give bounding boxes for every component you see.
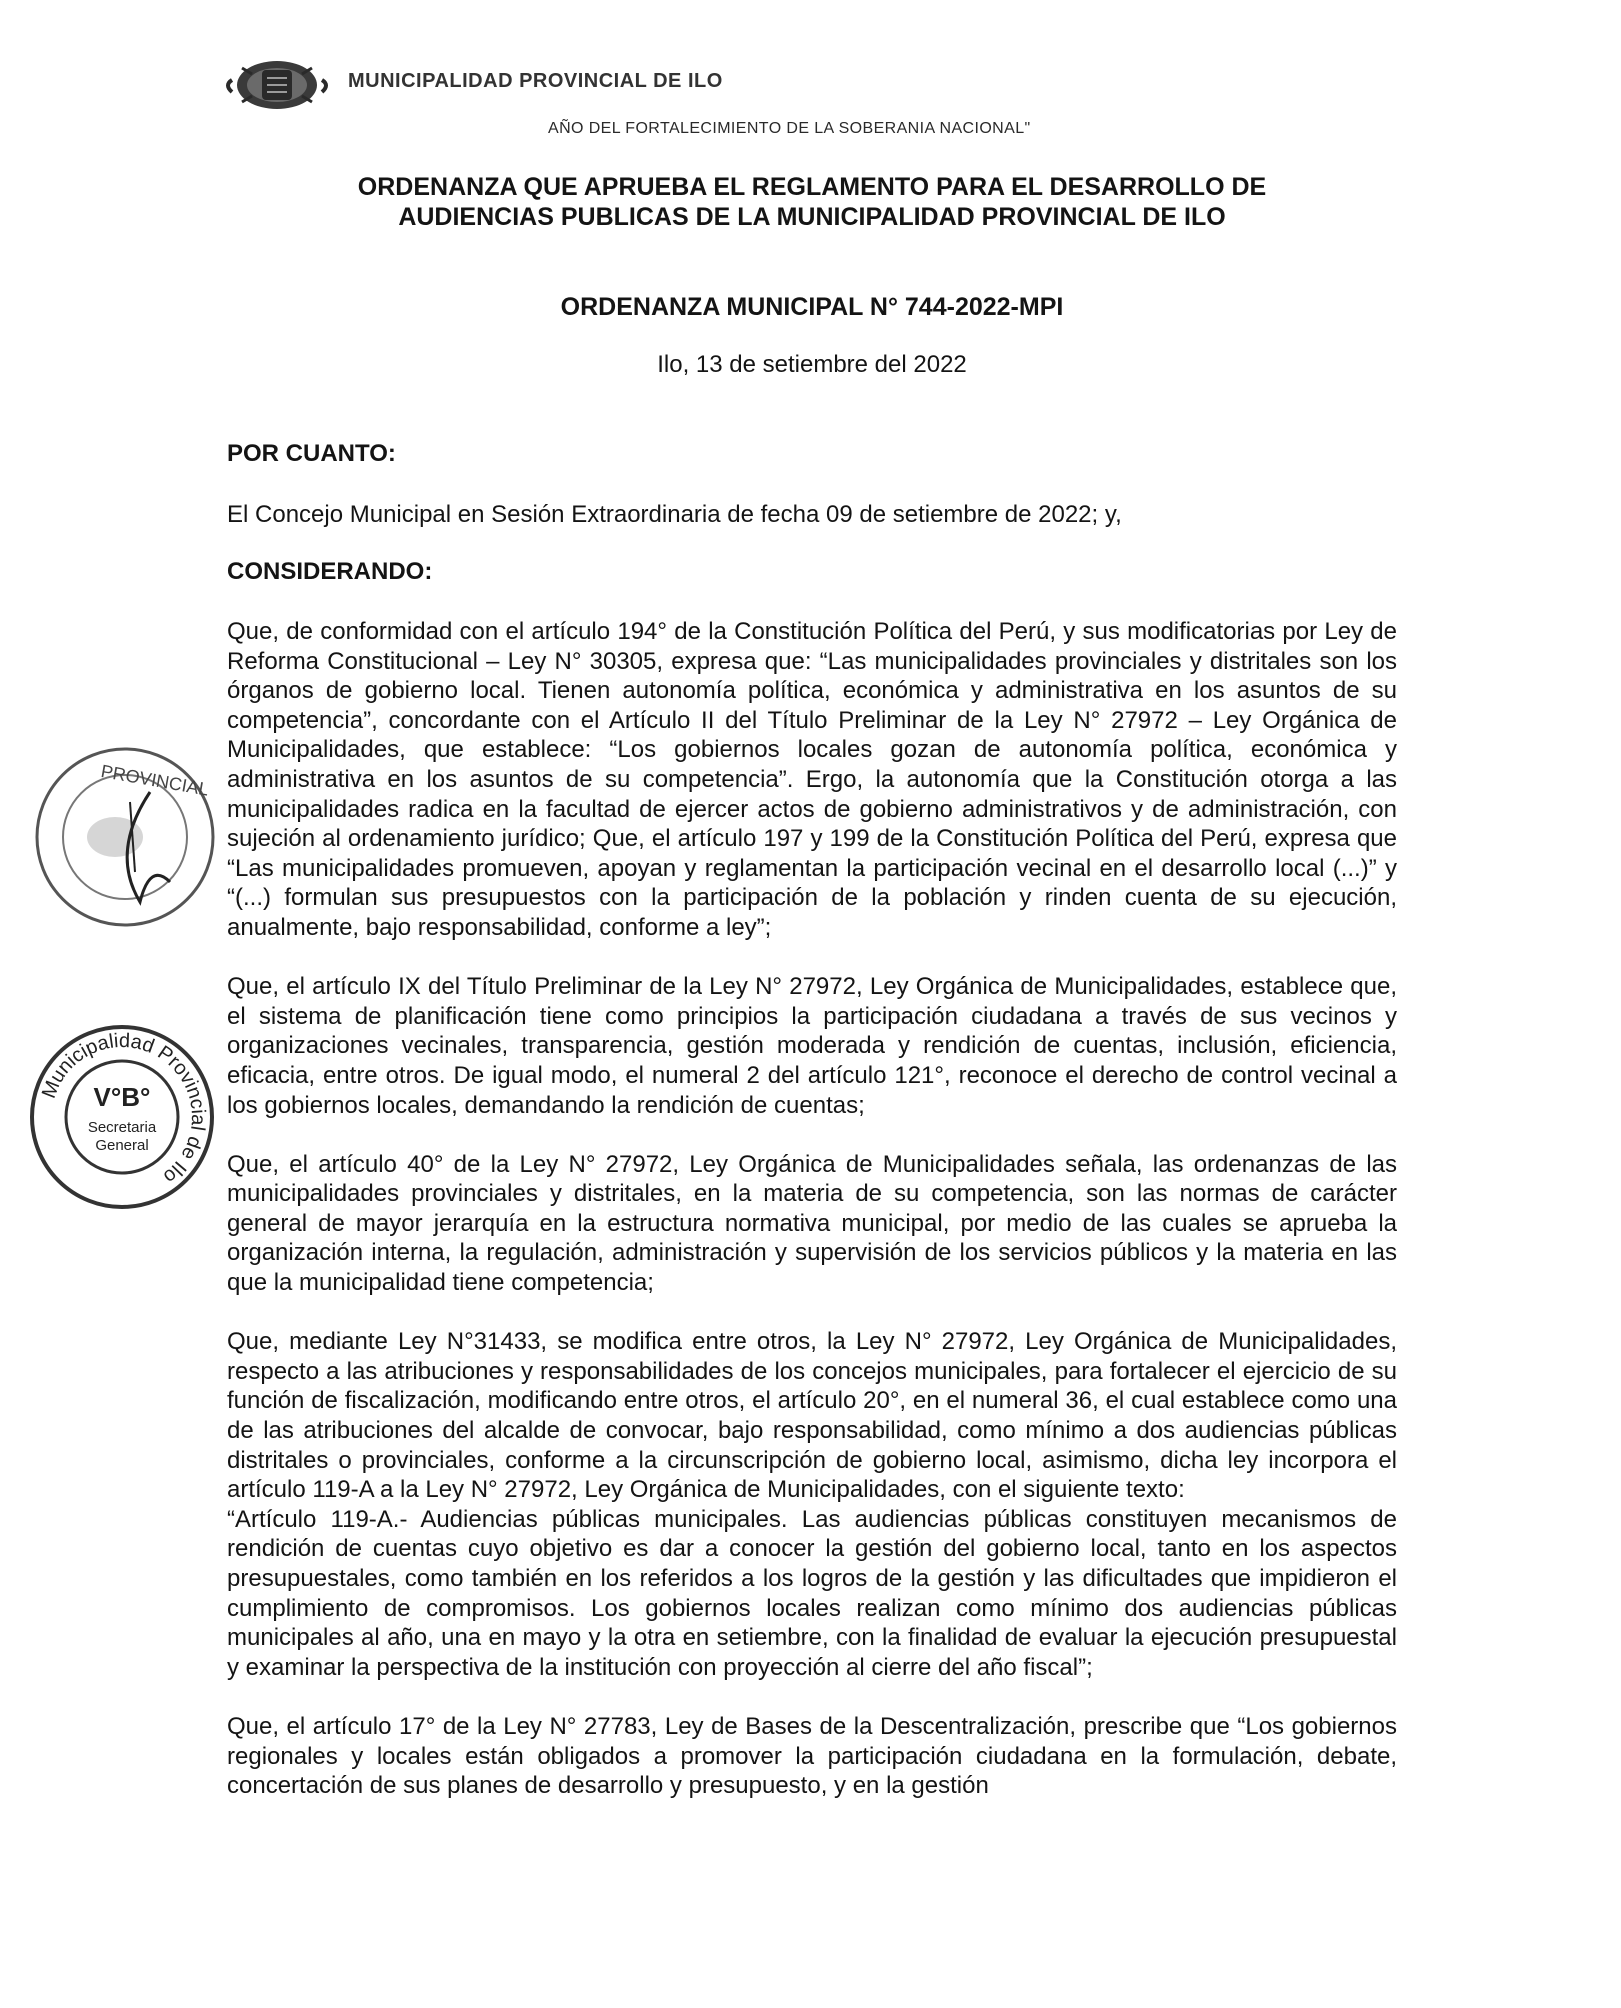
quoted-article: “Artículo 119-A.- Audiencias públicas municipales. Las audiencias públicas constituyen mecanismos de rendición de cuentas cuyo objetivo es dar a conocer la gestión del gobierno local, tanto en los aspectos presupuestales, como también en los referidos a los logros de la gestión y las dificultades que impidieron el cumplimiento de compromisos. Los gobiernos locales realizan como mínimo dos audiencias públicas municipales al año, una en mayo y la otra en setiembre, con la finalidad de evaluar la ejecución presupuestal y examinar la perspectiva de la institución con proyección al cierre del año fiscal”; <box>227 1505 1397 1681</box>
ordinance-number: ORDENANZA MUNICIPAL N° 744-2022-MPI <box>560 293 1064 321</box>
paragraph: Que, el artículo 40° de la Ley N° 27972, Ley Orgánica de Municipalidades señala, las ordenanzas de las municipalidades provinciales y distritales, en la materia de su competencia, son las normas de carácter general de mayor jerarquía en la estructura normativa municipal, por medio de las cuales se aprueba la organización interna, la regulación, administración y supervisión de los servicios públicos y la materia en las que la municipalidad tiene competencia; <box>227 1150 1397 1297</box>
paragraph: Que, el artículo IX del Título Preliminar de la Ley N° 27972, Ley Orgánica de Municipalidades, establece que, el sistema de planificación tiene como principios la participación ciudadana a través de sus vecinos y organizaciones vecinales, transparencia, gestión moderada y rendición de cuentas, inclusión, eficiencia, eficacia, entre otros. De igual modo, el numeral 2 del artículo 121°, reconoce el derecho de control vecinal a los gobiernos locales, demandando la rendición de cuentas; <box>227 973 1397 1119</box>
stamp-ring-text: Municipalidad Provincial de Ilo <box>37 1029 210 1188</box>
year-motto: AÑO DEL FORTALECIMIENTO DE LA SOBERANIA NACIONAL" <box>548 120 1031 137</box>
stamp-line-1: Secretaria <box>87 1119 157 1136</box>
por-cuanto-heading: POR CUANTO: <box>227 440 396 467</box>
municipal-seal-stamp <box>30 742 220 932</box>
municipality-name: MUNICIPALIDAD PROVINCIAL DE ILO <box>348 70 723 92</box>
seal-text: PROVINCIAL <box>99 761 211 800</box>
intro-paragraph <box>227 500 1397 530</box>
paragraph: Que, mediante Ley N°31433, se modifica entre otros, la Ley N° 27972, Ley Orgánica de Municipalidades, respecto a las atribuciones y responsabilidades de los concejos municipales, para fortalecer el ejercicio de su función de fiscalización, modificando entre otros, el artículo 20°, en el numeral 36, el cual establece como una de las atribuciones del alcalde de convocar, bajo responsabilidad, como mínimo a dos audiencias públicas distritales o provinciales, conforme a la circunscripción de gobierno local, asimismo, dicha ley incorpora el artículo 119-A a la Ley N° 27972, Ley Orgánica de Municipalidades, con el siguiente texto: <box>227 1328 1397 1504</box>
municipal-crest-logo <box>222 50 332 120</box>
paragraph: Que, el artículo 17° de la Ley N° 27783, Ley de Bases de la Descentralización, prescribe que “Los gobiernos regionales y locales están obligados a promover la participación ciudadana en la formulación, debate, concertación de sus planes de desarrollo y presupuesto, y en la gestión <box>227 1712 1397 1800</box>
intro-text: El Concejo Municipal en Sesión Extraordinaria de fecha 09 de setiembre de 2022; y, <box>227 501 1122 528</box>
considerando-body <box>227 617 1397 1801</box>
title-line-1: ORDENANZA QUE APRUEBA EL REGLAMENTO PARA EL DESARROLLO DE <box>357 173 1267 201</box>
vb-mark: V°B° <box>93 1082 151 1112</box>
ordinance-date: Ilo, 13 de setiembre del 2022 <box>657 351 967 378</box>
title-line-2: AUDIENCIAS PUBLICAS DE LA MUNICIPALIDAD PROVINCIAL DE ILO <box>398 203 1226 231</box>
stamp-line-2: General <box>95 1137 149 1154</box>
considerando-heading: CONSIDERANDO: <box>227 558 433 585</box>
paragraph: Que, de conformidad con el artículo 194° de la Constitución Política del Perú, y sus modificatorias por Ley de Reforma Constitucional – Ley N° 30305, expresa que: “Las municipalidades provinciales y distritales son los órganos de gobierno local. Tienen autonomía política, económica y administrativa en los asuntos de su competencia”, concordante con el Artículo II del Título Preliminar de la Ley N° 27972 – Ley Orgánica de Municipalidades, que establece: “Los gobiernos locales gozan de autonomía política, económica y administrativa en los asuntos de su competencia”. Ergo, la autonomía que la Constitución otorga a las municipalidades radica en la facultad de ejercer actos de gobierno administrativos y de administración, con sujeción al ordenamiento jurídico; Que, el artículo 197 y 199 de la Constitución Política del Perú, expresa que “Las municipalidades promueven, apoyan y reglamentan la participación vecinal en el desarrollo local (...)” y “(...) formulan sus presupuestos con la participación de la población y rinden cuenta de su ejecución, anualmente, bajo responsabilidad, conforme a ley”; <box>227 618 1397 941</box>
ordinance-title <box>228 172 1396 232</box>
secretaria-general-stamp <box>25 1020 220 1215</box>
